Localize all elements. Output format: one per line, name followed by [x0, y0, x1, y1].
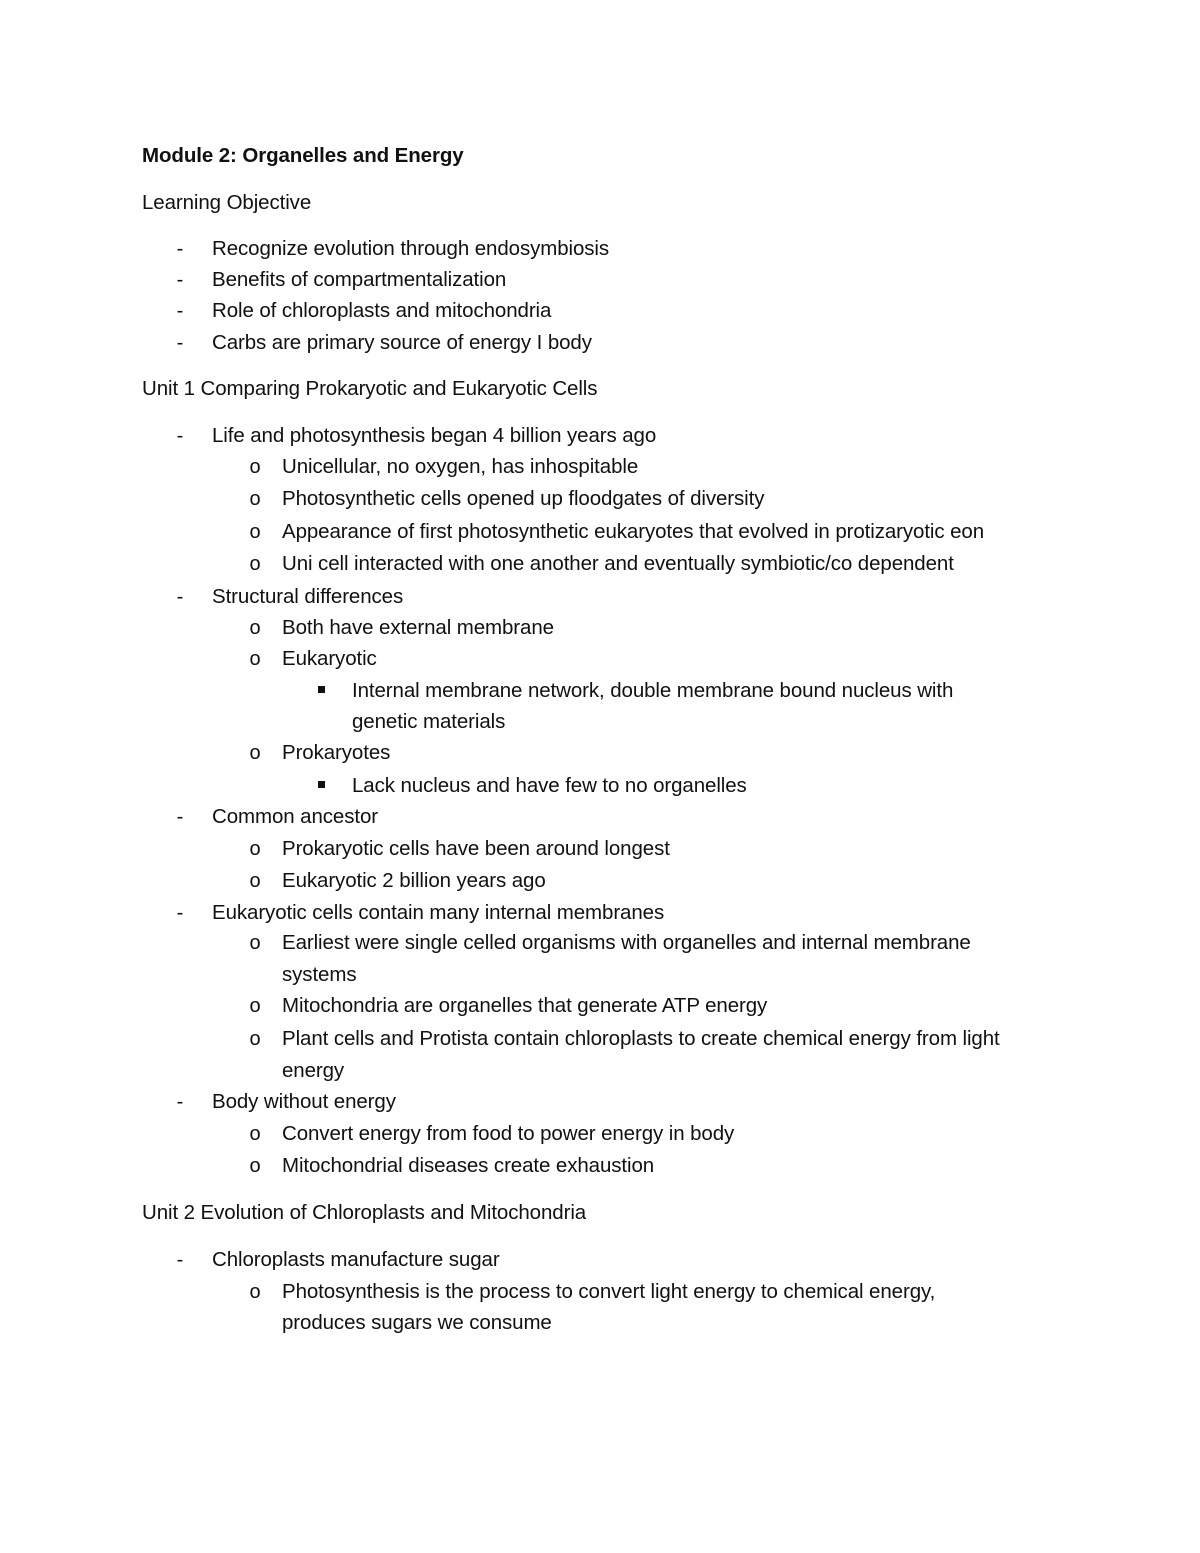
sub-list-item: Appearance of first photosynthetic eukaryotes that evolved in protizaryotic eon [282, 520, 985, 543]
sub-list-item: Convert energy from food to power energy in body [282, 1122, 735, 1145]
sub-list-item: Uni cell interacted with one another and eventually symbiotic/co dependent [282, 552, 954, 575]
circle-marker: o [249, 488, 261, 510]
circle-marker: o [249, 742, 261, 764]
sub-list-item-continuation: produces sugars we consume [282, 1311, 552, 1334]
circle-marker: o [249, 870, 261, 892]
list-item: Eukaryotic cells contain many internal membranes [212, 901, 665, 924]
detail-item: Internal membrane network, double membrane bound nucleus with [352, 679, 954, 702]
list-item: Benefits of compartmentalization [212, 268, 507, 291]
circle-marker: o [249, 932, 261, 954]
square-bullet-icon [318, 781, 325, 788]
dash-marker: - [176, 332, 184, 354]
circle-marker: o [249, 456, 261, 478]
dash-marker: - [176, 806, 184, 828]
sub-list-item: Both have external membrane [282, 616, 554, 639]
dash-marker: - [176, 586, 184, 608]
sub-list-item: Prokaryotic cells have been around longest [282, 837, 670, 860]
circle-marker: o [249, 1123, 261, 1145]
list-item: Role of chloroplasts and mitochondria [212, 299, 552, 322]
sub-list-item: Earliest were single celled organisms with organelles and internal membrane [282, 931, 971, 954]
circle-marker: o [249, 1155, 261, 1177]
dash-marker: - [176, 300, 184, 322]
dash-marker: - [176, 269, 184, 291]
square-bullet-icon [318, 686, 325, 693]
circle-marker: o [249, 617, 261, 639]
sub-list-item: Unicellular, no oxygen, has inhospitable [282, 455, 639, 478]
sub-list-item: Photosynthesis is the process to convert light energy to chemical energy, [282, 1280, 936, 1303]
list-item: Body without energy [212, 1090, 396, 1113]
list-item: Structural differences [212, 585, 404, 608]
list-item: Recognize evolution through endosymbiosis [212, 237, 610, 260]
sub-list-item: Eukaryotic [282, 647, 377, 670]
unit2-heading: Unit 2 Evolution of Chloroplasts and Mitochondria [142, 1201, 587, 1224]
circle-marker: o [249, 995, 261, 1017]
circle-marker: o [249, 838, 261, 860]
circle-marker: o [249, 553, 261, 575]
sub-list-item: Plant cells and Protista contain chloroplasts to create chemical energy from light [282, 1027, 1000, 1050]
dash-marker: - [176, 1249, 184, 1271]
list-item: Carbs are primary source of energy I body [212, 331, 592, 354]
detail-item: Lack nucleus and have few to no organelles [352, 774, 747, 797]
sub-list-item: Mitochondrial diseases create exhaustion [282, 1154, 655, 1177]
dash-marker: - [176, 238, 184, 260]
dash-marker: - [176, 1091, 184, 1113]
circle-marker: o [249, 1281, 261, 1303]
sub-list-item-continuation: systems [282, 963, 357, 986]
circle-marker: o [249, 521, 261, 543]
page-title: Module 2: Organelles and Energy [142, 144, 464, 167]
list-item: Chloroplasts manufacture sugar [212, 1248, 500, 1271]
sub-list-item: Prokaryotes [282, 741, 391, 764]
circle-marker: o [249, 1028, 261, 1050]
list-item: Life and photosynthesis began 4 billion years ago [212, 424, 657, 447]
sub-list-item: Mitochondria are organelles that generate ATP energy [282, 994, 768, 1017]
dash-marker: - [176, 902, 184, 924]
list-item: Common ancestor [212, 805, 378, 828]
circle-marker: o [249, 648, 261, 670]
unit1-heading: Unit 1 Comparing Prokaryotic and Eukaryotic Cells [142, 377, 598, 400]
sub-list-item: Photosynthetic cells opened up floodgates of diversity [282, 487, 765, 510]
learning-objective-heading: Learning Objective [142, 191, 312, 214]
detail-item: genetic materials [352, 710, 506, 733]
dash-marker: - [176, 425, 184, 447]
sub-list-item-continuation: energy [282, 1059, 345, 1082]
sub-list-item: Eukaryotic 2 billion years ago [282, 869, 546, 892]
